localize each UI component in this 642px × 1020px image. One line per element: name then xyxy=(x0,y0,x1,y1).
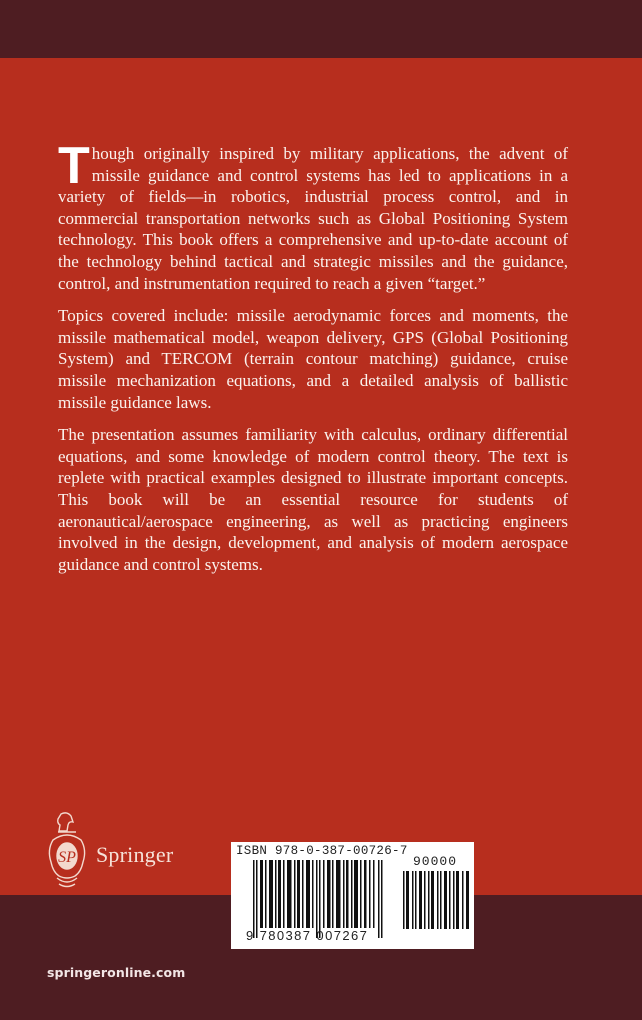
blurb-paragraph-1-text: hough originally inspired by military applications, the advent of missile guidance and control systems has led to applications in a variety of fields—in robotics, industrial process control, and in commercial transportation networks such as Global Positioning System technology. This book offers a comprehensive and up-to-date account of the technology behind tactical and strategic missiles and the guidance, control, and instrumentation required to reach a given “target.” xyxy=(58,144,568,293)
addon-barcode-bars xyxy=(403,871,471,929)
blurb-paragraph-3: The presentation assumes familiarity with calculus, ordinary differential equations, and some knowledge of modern control theory. The text is replete with practical examples designed to illustrate important concepts. This book will be an essential resource for students of aeronautical/aerospace engineering, as well as practicing engineers involved in the design, development, and analysis of modern aerospace guidance and control systems. xyxy=(58,425,568,574)
blurb-paragraph-1 xyxy=(58,137,568,294)
top-band xyxy=(0,0,642,58)
blurb-paragraph-2: Topics covered include: missile aerodynamic forces and moments, the missile mathematical model, weapon delivery, GPS (Global Positioning System) and TERCOM (terrain contour matching) guidance, cruise missile mechanization equations, and a detailed analysis of ballistic missile guidance laws. xyxy=(58,306,568,412)
ean-digits: 9 780387 007267 xyxy=(246,928,369,943)
price-addon-digits: 90000 xyxy=(413,854,458,869)
isbn-label: ISBN 978-0-387-00726-7 xyxy=(236,844,408,858)
svg-text:SP: SP xyxy=(58,849,76,866)
springer-chess-knight-emblem-icon xyxy=(45,810,89,892)
drop-cap: T xyxy=(58,137,90,195)
publisher-name: Springer xyxy=(96,842,174,867)
blurb-text xyxy=(58,137,568,586)
ean-barcode-bars xyxy=(253,860,383,938)
publisher-website: springeronline.com xyxy=(47,965,186,980)
isbn-barcode xyxy=(231,842,474,949)
